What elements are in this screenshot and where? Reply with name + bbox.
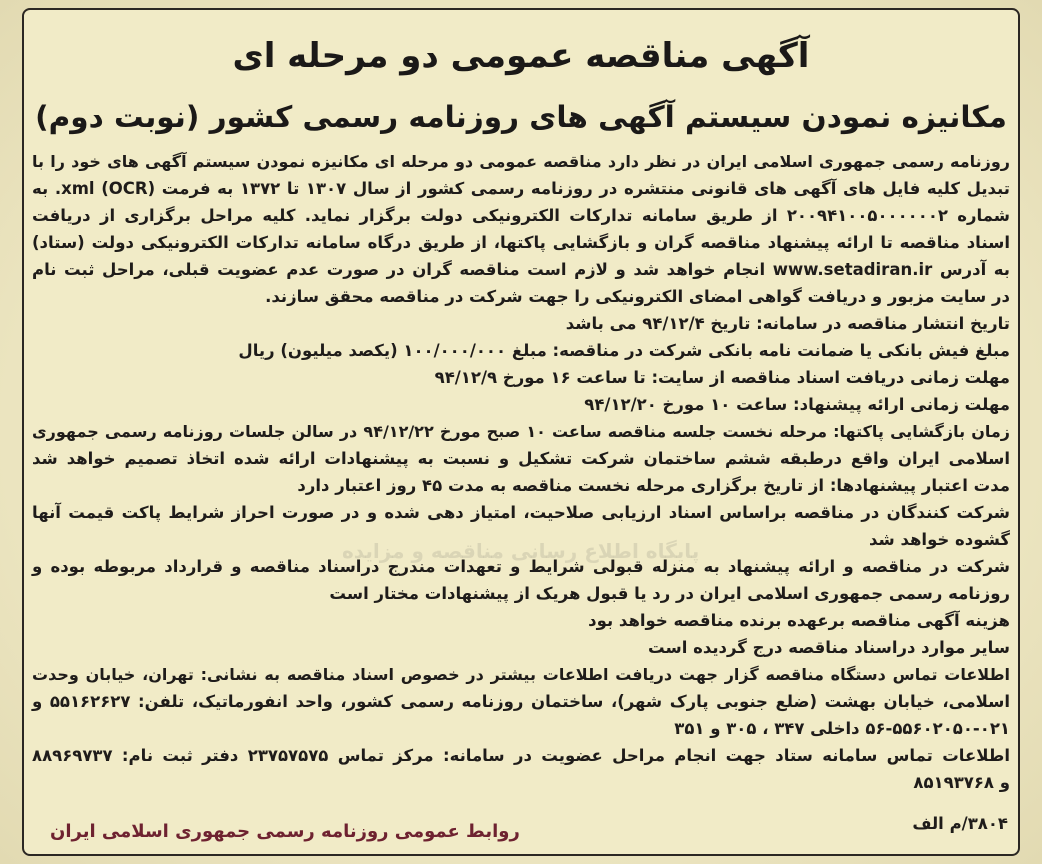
notice-line: اسناد مناقصه تا ارائه پیشنهاد مناقصه گران و بازگشایی پاکتها، از طریق درگاه سامانه تدارکات الکترونیکی دولت (ستاد) xyxy=(32,233,1010,252)
notice-line: شماره ۲۰۰۹۴۱۰۰۵۰۰۰۰۰۰۲ از طریق سامانه تدارکات الکترونیکی دولت برگزار نماید. کلیه مراحل برگزاری از دریافت xyxy=(32,206,1011,225)
notice-line: تبدیل کلیه فایل های آگهی های قانونی منتشره در روزنامه رسمی کشور از سال ۱۳۰۷ تا ۱۳۷۲ به فرمت (OCR) xml. به xyxy=(32,179,1010,198)
notice-line: ۵۶-۵۵۶۰۲۰۵۰-۰۲۱ داخلی ۳۴۷ ، ۳۰۵ و ۳۵۱ xyxy=(674,719,1010,738)
notice-line: مدت اعتبار پیشنهادها: از تاریخ برگزاری مرحله نخست مناقصه به مدت ۴۵ روز اعتبار دارد xyxy=(297,476,1010,495)
notice-line: روزنامه رسمی جمهوری اسلامی ایران در نظر دارد مناقصه عمومی دو مرحله ای مکانیزه نمودن سیستم آگهی های خود را با xyxy=(32,152,1010,171)
notice-title: آگهی مناقصه عمومی دو مرحله ای xyxy=(232,36,810,76)
notice-line: به آدرس www.setadiran.ir انجام خواهد شد و لازم است مناقصه گران در صورت عدم عضویت قبلی، مراحل ثبت نام xyxy=(32,260,1010,279)
notice-line: اطلاعات تماس سامانه ستاد جهت انجام مراحل عضویت در سامانه: مرکز تماس ۲۳۷۵۷۵۷۵ دفتر ثبت نام: ۸۸۹۶۹۷۳۷ xyxy=(32,746,1010,765)
notice-line: روزنامه رسمی جمهوری اسلامی ایران در رد یا قبول هریک از پیشنهادات مختار است xyxy=(329,584,1010,603)
notice-line: در سایت مزبور و دریافت گواهی امضای الکترونیکی را جهت شرکت در مناقصه محقق سازند. xyxy=(265,287,1010,306)
watermark-text: پایگاه اطلاع رسانی مناقصه و مزایده xyxy=(342,539,700,563)
notice-line: سایر موارد دراسناد مناقصه درج گردیده است xyxy=(648,638,1010,657)
notice-line: اسلامی ایران واقع درطبقه ششم ساختمان شرکت تشکیل و نسبت به پیشنهادات ارائه شده اتخاذ تصمیم خواهد شد xyxy=(32,449,1010,468)
notice-subtitle: مکانیزه نمودن سیستم آگهی های روزنامه رسمی کشور (نوبت دوم) xyxy=(35,100,1007,134)
notice-line: گشوده خواهد شد xyxy=(868,530,1010,549)
notice-line: اطلاعات تماس دستگاه مناقصه گزار جهت دریافت اطلاعات بیشتر در خصوص اسناد مناقصه به نشانی: تهران، خیابان وحدت xyxy=(32,665,1010,684)
notice-line: تاریخ انتشار مناقصه در سامانه: تاریخ ۹۴/۱۲/۴ می باشد xyxy=(565,314,1010,333)
notice-line: شرکت در مناقصه و ارائه پیشنهاد به منزله قبولی شرایط و تعهدات مندرج دراسناد مناقصه و قرارداد مربوطه بوده و xyxy=(32,557,1010,576)
reference-code: ۳۸۰۴/م الف xyxy=(912,814,1008,833)
tender-notice xyxy=(22,8,1020,856)
notice-line: اسلامی، خیابان بهشت (ضلع جنوبی پارک شهر)، ساختمان روزنامه رسمی کشور، واحد انفورماتیک، تلفن: ۵۵۱۶۲۶۲۷ و xyxy=(32,692,1010,711)
notice-line: مهلت زمانی ارائه پیشنهاد: ساعت ۱۰ مورخ ۹۴/۱۲/۲۰ xyxy=(584,395,1010,414)
publisher-signature: روابط عمومی روزنامه رسمی جمهوری اسلامی ایران xyxy=(50,821,520,842)
notice-line: و ۸۵۱۹۳۷۶۸ xyxy=(913,773,1010,792)
notice-body xyxy=(32,148,1010,796)
notice-line: هزینه آگهی مناقصه برعهده برنده مناقصه خواهد بود xyxy=(588,611,1010,630)
notice-line: مهلت زمانی دریافت اسناد مناقصه از سایت: تا ساعت ۱۶ مورخ ۹۴/۱۲/۹ xyxy=(434,368,1010,387)
notice-line: شرکت کنندگان در مناقصه براساس اسناد ارزیابی صلاحیت، امتیاز دهی شده و در صورت احراز شرایط پاکت قیمت آنها xyxy=(32,503,1010,522)
notice-line: زمان بازگشایی پاکتها: مرحله نخست جلسه مناقصه ساعت ۱۰ صبح مورخ ۹۴/۱۲/۲۲ در سالن جلسات روزنامه رسمی جمهوری xyxy=(32,422,1011,441)
notice-line: مبلغ فیش بانکی یا ضمانت نامه بانکی شرکت در مناقصه: مبلغ ۱۰۰/۰۰۰/۰۰۰ (یکصد میلیون) ریال xyxy=(238,341,1010,360)
